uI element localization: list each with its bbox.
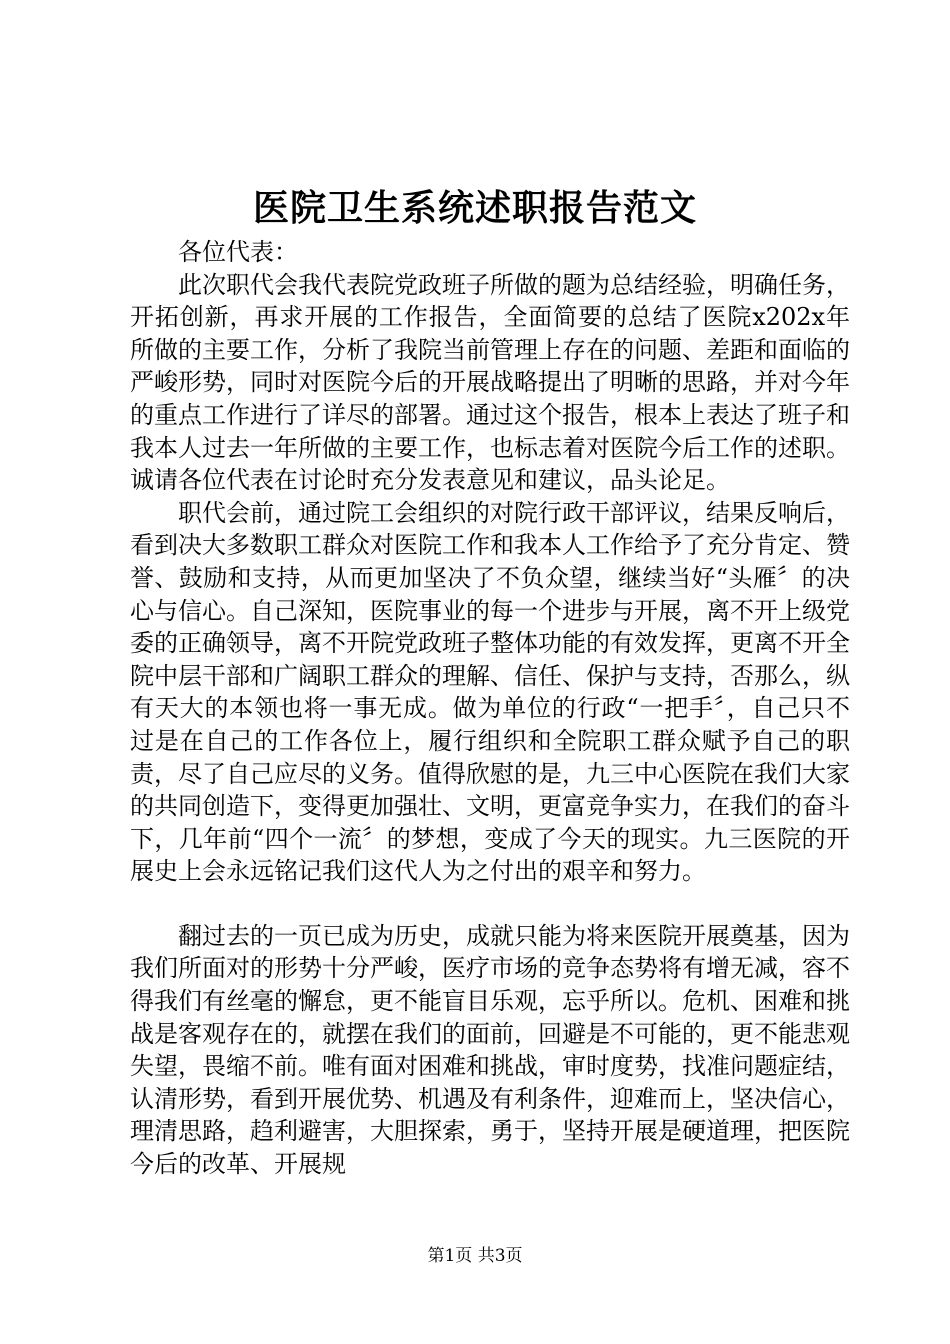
paragraph-3: 翻过去的一页已成为历史，成就只能为将来医院开展奠基，因为我们所面对的形势十分严峻，医疗市场的竞争态势将有增无减，容不得我们有丝毫的懈怠，更不能盲目乐观，忘乎所以。危机、困难和挑战是客观存在的，就摆在我们的面前，回避是不可能的，更不能悲观失望，畏缩不前。唯有面对困难和挑战，审时度势，找准问题症结，认清形势，看到开展优势、机遇及有利条件，迎难而上，坚决信心，理清思路，趋利避害，大胆探索，勇于，坚持开展是硬道理，把医院今后的改革、开展规 bbox=[130, 921, 850, 1179]
paragraph-2: 职代会前，通过院工会组织的对院行政干部评议，结果反响后，看到决大多数职工群众对医院工作和我本人工作给予了充分肯定、赞誉、鼓励和支持，从而更加坚决了不负众望，继续当好“头雁〞的决心与信心。自己深知，医院事业的每一个进步与开展，离不开上级党委的正确领导，离不开院党政班子整体功能的有效发挥，更离不开全院中层干部和广阔职工群众的理解、信任、保护与支持，否那么，纵有天大的本领也将一事无成。做为单位的行政“一把手〞，自己只不过是在自己的工作各位上，履行组织和全院职工群众赋予自己的职责，尽了自己应尽的义务。值得欣慰的是，九三中心医院在我们大家的共同创造下，变得更加强壮、文明，更富竞争实力，在我们的奋斗下，几年前“四个一流〞的梦想，变成了今天的现实。九三医院的开展史上会永远铭记我们这代人为之付出的艰辛和努力。 bbox=[130, 498, 850, 886]
paragraph-1: 此次职代会我代表院党政班子所做的题为总结经验，明确任务，开拓创新，再求开展的工作报告，全面简要的总结了医院x202x年所做的主要工作，分析了我院当前管理上存在的问题、差距和面临的严峻形势，同时对医院今后的开展战略提出了明晰的思路，并对今年的重点工作进行了详尽的部署。通过这个报告，根本上表达了班子和我本人过去一年所做的主要工作，也标志着对医院今后工作的述职。诚请各位代表在讨论时充分发表意见和建议，品头论足。 bbox=[130, 270, 850, 495]
document-title: 医院卫生系统述职报告范文 bbox=[252, 187, 697, 229]
salutation: 各位代表： bbox=[178, 238, 298, 266]
document-body bbox=[130, 236, 850, 1181]
page-number-footer: 第1页 共3页 bbox=[427, 1246, 523, 1266]
